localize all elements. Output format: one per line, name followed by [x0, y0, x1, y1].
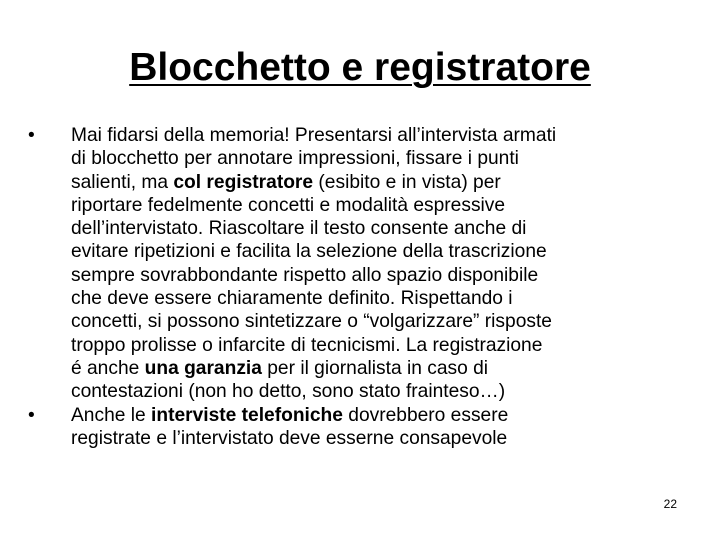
text-run: troppo prolisse o infarcite di tecnicismi. La registrazione — [71, 334, 543, 356]
text-line — [71, 264, 694, 287]
text-line — [71, 240, 694, 263]
bullet-item-1 — [24, 124, 694, 404]
text-run: riportare fedelmente concetti e modalità espressive — [71, 194, 506, 216]
page-number: 22 — [663, 497, 677, 511]
text-line — [71, 171, 694, 194]
bullet-icon: • — [28, 404, 35, 426]
bold-text-run: una garanzia — [144, 357, 262, 379]
text-run: registrate e l’intervistato deve esserne consapevole — [71, 427, 508, 449]
text-line — [71, 334, 694, 357]
text-run: é anche — [71, 357, 145, 379]
bold-text-run: col registratore — [173, 171, 314, 193]
text-run: contestazioni (non ho detto, sono stato frainteso…) — [71, 381, 506, 403]
text-run: concetti, si possono sintetizzare o “volgarizzare” risposte — [71, 311, 552, 333]
text-line — [71, 147, 694, 170]
text-line — [71, 310, 694, 333]
slide-title: Blocchetto e registratore — [129, 46, 591, 89]
text-line — [71, 357, 694, 380]
text-line — [71, 287, 694, 310]
slide-body — [24, 124, 694, 450]
text-run: di blocchetto per annotare impressioni, fissare i punti — [71, 148, 519, 170]
text-run: per il giornalista in caso di — [261, 357, 489, 379]
bullet-icon: • — [28, 125, 35, 146]
text-line — [71, 427, 694, 450]
text-line — [71, 380, 694, 403]
text-run: Mai fidarsi della memoria! Presentarsi all’intervista armati — [71, 125, 557, 146]
bullet-item-2 — [24, 404, 694, 451]
text-line — [71, 194, 694, 217]
text-run: Anche le — [71, 404, 152, 426]
bullet-text-2 — [71, 404, 694, 451]
text-run: (esibito e in vista) per — [313, 171, 501, 193]
text-line — [71, 404, 694, 427]
text-run: dell’intervistato. Riascoltare il testo consente anche di — [71, 218, 527, 240]
text-run: sempre sovrabbondante rispetto allo spazio disponibile — [71, 264, 539, 286]
bullet-text-1 — [71, 124, 694, 404]
text-run: dovrebbero essere — [342, 404, 509, 426]
text-run: che deve essere chiaramente definito. Rispettando i — [71, 288, 513, 310]
text-line — [71, 124, 694, 147]
bold-text-run: interviste telefoniche — [151, 404, 343, 426]
text-run: evitare ripetizioni e facilita la selezione della trascrizione — [71, 241, 547, 263]
text-run: salienti, ma — [71, 171, 174, 193]
text-line — [71, 217, 694, 240]
